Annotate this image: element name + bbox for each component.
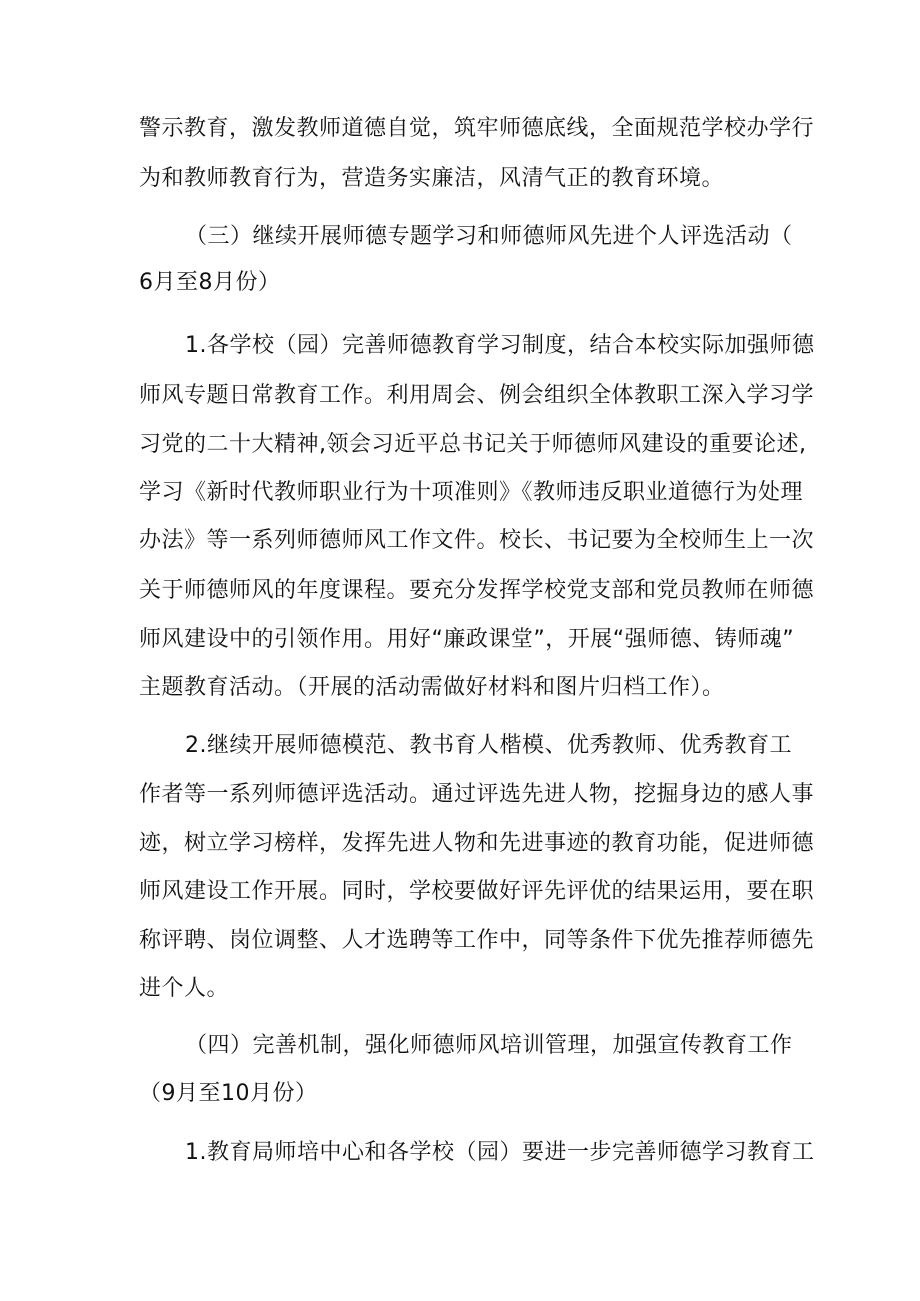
text-line: 警示教育，激发教师道德自觉，筑牢师德底线，全面规范学校办学行 xyxy=(139,116,815,141)
section-heading-4-cont: （9月至10月份） xyxy=(139,1081,318,1106)
text-line: 1.各学校（园）完善师德教育学习制度，结合本校实际加强师德 xyxy=(185,333,815,358)
text-line: 办法》等一系列师德师风工作文件。校长、书记要为全校师生上一次 xyxy=(139,528,815,553)
text-line: 作者等一系列师德评选活动。通过评选先进人物，挖掘身边的感人事 xyxy=(139,782,815,807)
text-line: 习党的二十大精神,领会习近平总书记关于师德师风建设的重要论述, xyxy=(139,432,807,457)
section-heading-4: （四）完善机制，强化师德师风培训管理，加强宣传教育工作 xyxy=(185,1033,793,1058)
text-line: 师风建设中的引领作用。用好“廉政课堂”，开展“强师德、铸师魂” xyxy=(139,627,795,652)
text-line: 为和教师教育行为，营造务实廉洁，风清气正的教育环境。 xyxy=(139,166,725,191)
text-line: 2.继续开展师德模范、教书育人楷模、优秀教师、优秀教育工 xyxy=(185,733,792,758)
text-line: 进个人。 xyxy=(139,976,230,1001)
section-heading-3-cont: 6月至8月份） xyxy=(139,270,281,295)
text-line: 师风建设工作开展。同时，学校要做好评先评优的结果运用，要在职 xyxy=(139,879,815,904)
section-heading-3: （三）继续开展师德专题学习和师德师风先进个人评选活动（ xyxy=(185,224,793,249)
text-line: 1.教育局师培中心和各学校（园）要进一步完善师德学习教育工 xyxy=(185,1140,815,1165)
text-line: 学习《新时代教师职业行为十项准则》《教师违反职业道德行为处理 xyxy=(139,480,804,505)
text-line: 主题教育活动。（开展的活动需做好材料和图片归档工作）。 xyxy=(139,675,725,700)
text-line: 迹，树立学习榜样，发挥先进人物和先进事迹的教育功能，促进师德 xyxy=(139,831,815,856)
text-line: 称评聘、岗位调整、人才选聘等工作中，同等条件下优先推荐师德先 xyxy=(139,928,815,953)
text-line: 关于师德师风的年度课程。要充分发挥学校党支部和党员教师在师德 xyxy=(139,578,815,603)
text-line: 师风专题日常教育工作。利用周会、例会组织全体教职工深入学习学 xyxy=(139,383,815,408)
